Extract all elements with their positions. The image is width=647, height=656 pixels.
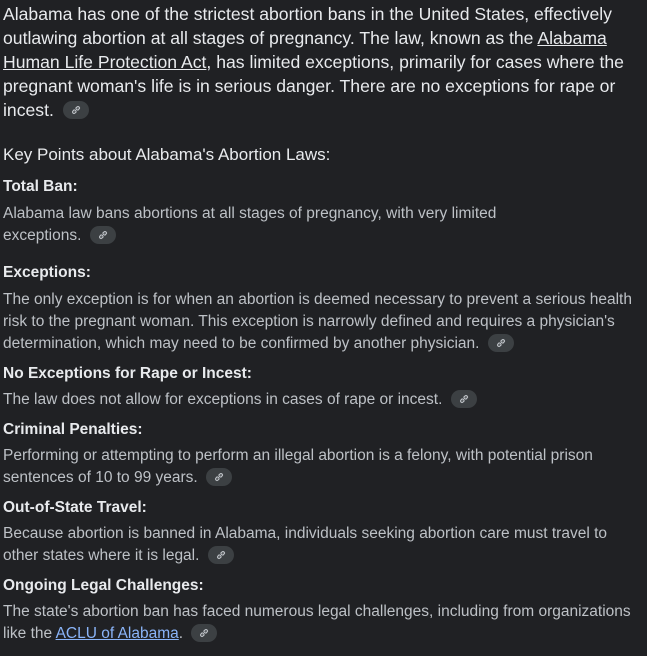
ai-overview-content [3,0,643,642]
alabama-human-life-protection-act-link[interactable]: Alabama Human Life Protection Act [3,28,607,72]
section-body-text: Performing or attempting to perform an illegal abortion is a felony, with potential prison sentences of 10 to 99 years. [3,447,593,486]
section-body-text: Because abortion is banned in Alabama, individuals seeking abortion care must travel to other states where it is legal. [3,525,608,564]
source-link-button[interactable] [488,334,514,352]
section-title-criminal-penalties: Criminal Penalties: [3,421,143,438]
intro-text-2: , has limited exceptions, primarily for cases where the pregnant woman's life is in serious danger. There are no exceptions for rape or incest. [3,52,624,120]
link-icon [459,394,469,404]
source-link-button[interactable] [90,226,116,244]
link-icon [214,472,224,482]
aclu-of-alabama-link[interactable]: ACLU of Alabama [55,625,179,642]
section-title-exceptions: Exceptions: [3,264,91,281]
source-link-button[interactable] [206,468,232,486]
link-icon [98,230,108,240]
link-icon [496,338,506,348]
section-body-legal-challenges [3,601,633,645]
section-body-exceptions [3,289,633,355]
source-link-button[interactable] [63,101,89,119]
section-body-criminal-penalties [3,445,633,489]
section-title-total-ban: Total Ban: [3,178,78,195]
section-body-out-of-state [3,523,633,567]
source-link-button[interactable] [191,624,217,642]
section-body-total-ban [3,203,543,247]
section-title-legal-challenges: Ongoing Legal Challenges: [3,577,204,594]
section-body-text: . [178,625,184,642]
section-title-no-exceptions: No Exceptions for Rape or Incest: [3,365,252,382]
source-link-button[interactable] [208,546,234,564]
section-body-no-exceptions [3,389,633,411]
section-body-text: The law does not allow for exceptions in cases of rape or incest. [3,391,443,408]
section-body-text: Alabama law bans abortions at all stages of pregnancy, with very limited exceptions. [3,205,497,244]
section-body-text: The only exception is for when an abortion is deemed necessary to prevent a serious health risk to the pregnant woman. This exception is narrowly defined and requires a physician's determination, which may need to be confirmed by another physician. [3,291,632,352]
link-icon [71,105,81,115]
section-title-out-of-state: Out-of-State Travel: [3,499,147,516]
key-points-heading: Key Points about Alabama's Abortion Laws: [3,145,331,164]
section-body-text: The state's abortion ban has faced numerous legal challenges, including from organizations like the [3,603,631,642]
source-link-button[interactable] [451,390,477,408]
intro-text-1: Alabama has one of the strictest abortion bans in the United States, effectively outlawing abortion at all stages of pregnancy. The law, known as the [3,4,612,48]
link-icon [199,628,209,638]
link-icon [216,550,226,560]
intro-paragraph [3,0,643,122]
